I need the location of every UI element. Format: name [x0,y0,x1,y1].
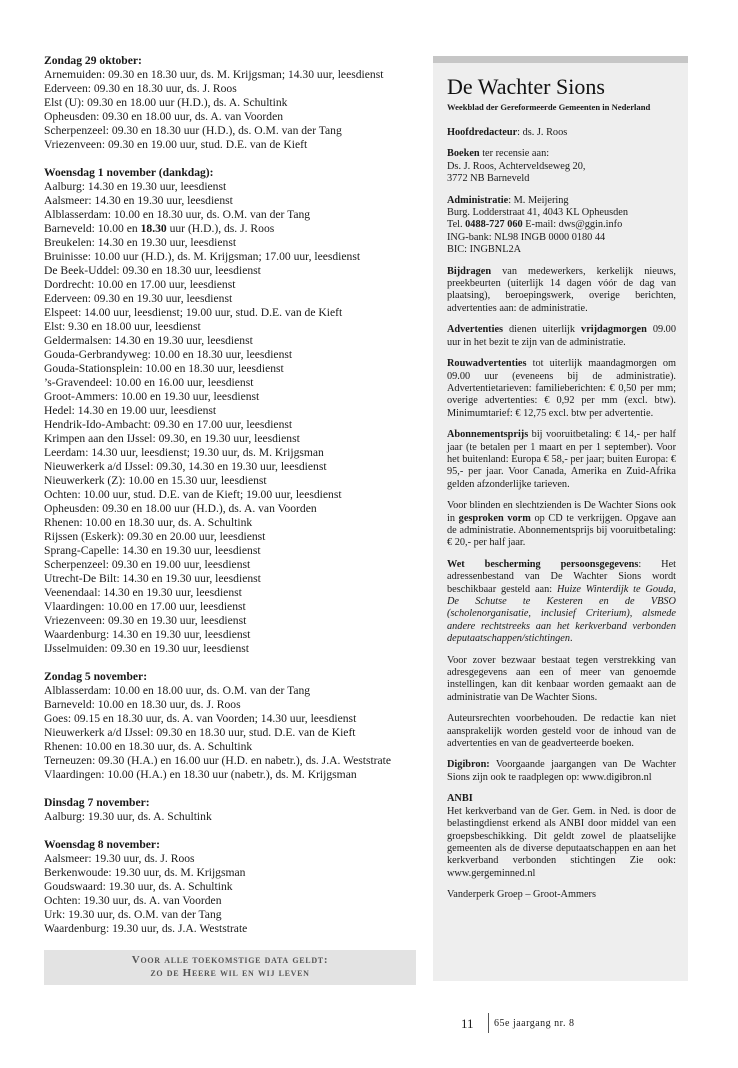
service-entry [44,754,416,768]
service-entry [44,866,416,880]
service-entry [44,264,416,278]
colophon-paragraph [447,266,676,316]
service-entry-segment: Berkenwoude: 19.30 uur, ds. M. Krijgsman [44,866,246,879]
colophon-line-segment: Auteursrechten voorbehouden. De redactie kan niet aansprakelijk worden gesteld voor de inhoud van de advertenties en van de geadverteerde boeken. [447,713,676,750]
colophon-line [447,232,676,244]
service-entry [44,698,416,712]
colophon-line [447,793,676,805]
magazine-title: De Wachter Sions [447,74,605,99]
service-entry-segment: Waardenburg: 14.30 en 19.30 uur, leesdienst [44,628,251,641]
service-entry [44,880,416,894]
colophon-paragraph [447,793,676,880]
closing-note-line-1: Voor alle toekomstige data geldt: [131,954,329,966]
service-entry [44,432,416,446]
service-entry-segment: Ochten: 10.00 uur, stud. D.E. van de Kieft; 19.00 uur, leesdienst [44,488,342,501]
service-entry [44,348,416,362]
service-entry-segment: Breukelen: 14.30 en 19.30 uur, leesdienst [44,236,237,249]
colophon-paragraph [447,759,676,784]
colophon-line-segment: Advertenties [447,324,504,336]
service-entry-segment: Hendrik-Ido-Ambacht: 09.30 en 17.00 uur, leesdienst [44,418,293,431]
service-entry [44,68,416,82]
service-entry-segment: Barneveld: 10.00 en 18.30 uur, ds. J. Roos [44,698,241,711]
service-entry [44,726,416,740]
colophon-line [447,148,676,160]
service-entry [44,460,416,474]
service-entry-segment: Aalburg: 14.30 en 19.30 uur, leesdienst [44,180,227,193]
service-entry [44,278,416,292]
service-entry [44,390,416,404]
service-entry-segment: Terneuzen: 09.30 (H.A.) en 16.00 uur (H.D. en nabetr.), ds. J.A. Weststrate [44,754,392,767]
service-entry [44,712,416,726]
service-day-title: Woensdag 8 november: [44,838,160,851]
service-entry [44,810,416,824]
service-entry-segment: Groot-Ammers: 10.00 en 19.30 uur, leesdienst [44,390,260,403]
colophon-line [447,559,676,646]
service-entry-segment: uur (H.D.), ds. J. Roos [166,222,275,235]
colophon-line [447,244,676,256]
colophon-paragraph [447,148,676,185]
service-entry [44,110,416,124]
colophon-paragraph [447,500,676,550]
colophon-line [447,219,676,231]
colophon-line [447,324,676,349]
colophon-line-segment: Bijdragen [447,265,492,277]
colophon-line-segment: E-mail: dws@ggin.info [522,219,623,231]
service-entry [44,586,416,600]
service-entry-segment: Rhenen: 10.00 en 18.30 uur, ds. A. Schultink [44,516,253,529]
service-entry-segment: Opheusden: 09.30 en 18.00 uur, ds. A. van Voorden [44,110,284,123]
colophon-line-segment: Wet bescherming persoonsgegevens [447,558,639,570]
service-entry [44,684,416,698]
service-entry-segment: Hedel: 14.30 en 19.00 uur, leesdienst [44,404,217,417]
service-entry-segment: Goudswaard: 19.30 uur, ds. A. Schultink [44,880,233,893]
service-entry [44,488,416,502]
page-separator [488,1013,489,1033]
service-day-title: Woensdag 1 november (dankdag): [44,166,214,179]
closing-note-line-2: zo de Heere wil en wij leven [150,967,310,979]
colophon-line-segment: Ds. J. Roos, Achterveldseweg 20, [447,160,586,172]
service-day-section [44,670,416,782]
service-entry-segment: Aalsmeer: 19.30 uur, ds. J. Roos [44,852,195,865]
colophon-line [447,713,676,750]
service-entry-segment: Vlaardingen: 10.00 en 17.00 uur, leesdienst [44,600,246,613]
colophon-line-segment: BIC: INGBNL2A [447,244,522,256]
colophon-line [447,358,676,420]
service-entry-segment: Elst (U): 09.30 en 18.00 uur (H.D.), ds. A. Schultink [44,96,288,109]
service-day-title: Zondag 29 oktober: [44,54,142,67]
service-entry [44,908,416,922]
service-entry-segment: Arnemuiden: 09.30 en 18.30 uur, ds. M. Krijgsman; 14.30 uur, leesdienst [44,68,384,81]
colophon-paragraph [447,324,676,349]
service-entry [44,362,416,376]
magazine-subtitle: Weekblad der Gereformeerde Gemeenten in Nederland [447,102,651,112]
colophon-line-segment: Digibron: [447,759,490,771]
service-entry-segment: Ochten: 19.30 uur, ds. A. van Voorden [44,894,222,907]
colophon-line [447,161,676,173]
service-day-section [44,796,416,824]
colophon-line-segment: gesproken vorm [458,512,531,524]
colophon-paragraph [447,127,676,139]
colophon-paragraph [447,195,676,257]
service-entry-segment: Nieuwerkerk (Z): 10.00 en 15.30 uur, leesdienst [44,474,267,487]
service-entry-segment: Ederveen: 09.30 en 18.30 uur, ds. J. Roos [44,82,237,95]
service-entry-segment: Opheusden: 09.30 en 18.00 uur (H.D.), ds. A. van Voorden [44,502,317,515]
service-entry [44,138,416,152]
service-entry-segment: Waardenburg: 19.30 uur, ds. J.A. Weststrate [44,922,248,935]
colophon-line-segment: Administratie [447,194,509,206]
service-entry [44,222,416,236]
service-entry [44,82,416,96]
service-entry-segment: Nieuwerkerk a/d IJssel: 09.30 en 18.30 uur, stud. D.E. van de Kieft [44,726,356,739]
colophon-line-segment: Voor blinden en slechtzienden is De Wachter Sions ook in [447,500,676,524]
colophon-line [447,500,676,550]
colophon-line [447,266,676,316]
service-entry-segment: Utrecht-De Bilt: 14.30 en 19.30 uur, leesdienst [44,572,261,585]
service-day-section [44,54,416,152]
colophon-paragraph [447,358,676,420]
service-entry-segment: Dordrecht: 10.00 en 17.00 uur, leesdienst [44,278,236,291]
colophon-line-segment: Vanderperk Groep – Groot-Ammers [447,889,596,901]
service-entry [44,530,416,544]
colophon-line-segment: bij vooruitbetaling: € 14,- per half jaar (te betalen per 1 maart en per 1 september). Voor het buitenland: Europa € 58,- per jaar; buiten Europa: € 95,- per jaar. Voor Canada, Amerika en Zuid-Afrika gelden afzonderlijke tarieven. [447,429,676,490]
service-entry [44,628,416,642]
colophon-paragraph [447,713,676,750]
service-entry-segment: Gouda-Stationsplein: 10.00 en 18.30 uur, leesdienst [44,362,284,375]
service-entry-segment: Rijssen (Eskerk): 09.30 en 20.00 uur, leesdienst [44,530,266,543]
service-entry [44,320,416,334]
service-entry-segment: Bruinisse: 10.00 uur (H.D.), ds. M. Krijgsman; 17.00 uur, leesdienst [44,250,361,263]
colophon-line-segment: Abonnementsprijs [447,429,529,441]
colophon-line [447,195,676,207]
service-entry-segment: Goes: 09.15 en 18.30 uur, ds. A. van Voorden; 14.30 uur, leesdienst [44,712,357,725]
service-entry-segment: Alblasserdam: 10.00 en 18.30 uur, ds. O.M. van der Tang [44,208,311,221]
service-entry-segment: Urk: 19.30 uur, ds. O.M. van der Tang [44,908,222,921]
colophon-line-segment: op CD te verkrijgen. Opgave aan de administratie. Abonnementsprijs bij vooruitbetaling: € 20,- per half jaar. [447,512,676,549]
service-entry-segment: Aalburg: 19.30 uur, ds. A. Schultink [44,810,212,823]
service-day-title: Zondag 5 november: [44,670,148,683]
service-entry [44,404,416,418]
service-entry-segment: Sprang-Capelle: 14.30 en 19.30 uur, leesdienst [44,544,261,557]
colophon-line [447,759,676,784]
service-entry [44,208,416,222]
service-entry [44,922,416,936]
colophon-line-segment: Rouwadvertenties [447,358,527,370]
closing-note [44,950,416,985]
colophon-line-segment: Hoofdredacteur [447,127,518,138]
colophon-paragraph [447,429,676,491]
service-entry [44,250,416,264]
service-day-section [44,166,416,656]
service-entry [44,306,416,320]
colophon-top-bar [433,56,688,63]
colophon-line-segment: : Het adressenbestand van De Wachter Sions wordt beschikbaar gesteld aan: [447,558,676,595]
service-entry-segment: Leerdam: 14.30 uur, leesdienst; 19.30 uur, ds. M. Krijgsman [44,446,324,459]
service-entry-segment: Barneveld: 10.00 en [44,222,141,235]
service-entry-segment: Nieuwerkerk a/d IJssel: 09.30, 14.30 en 19.30 uur, leesdienst [44,460,327,473]
service-entry-segment: Krimpen aan den IJssel: 09.30, en 19.30 uur, leesdienst [44,432,300,445]
issue-info: 65e jaargang nr. 8 [494,1018,575,1029]
colophon-line [447,806,676,880]
service-schedule [44,54,416,985]
colophon-line-segment: Boeken [447,148,480,160]
service-entry [44,446,416,460]
service-entry [44,572,416,586]
service-entry-segment: Scherpenzeel: 09.30 en 18.30 uur (H.D.), ds. O.M. van der Tang [44,124,342,137]
service-day-title: Dinsdag 7 november: [44,796,150,809]
service-entry-segment: Alblasserdam: 10.00 en 18.00 uur, ds. O.M. van der Tang [44,684,311,697]
colophon-line-segment: van medewerkers, kerkelijk nieuws, preekbeurten (uiterlijk 14 dagen vóór de dag van plaatsing), beroepingswerk, overige berichten, advertenties aan: de administratie. [447,265,676,314]
colophon-line-segment: Huize Winterdijk te Gouda, De Schutse te Kesteren en de VBSO (scholenorganisatie, inclusief Criterium), alsmede andere rechtstreeks aan het kerkverband verbonden deputaatschappen/stichtingen [447,583,676,645]
colophon-line-segment: dienen uiterlijk [503,324,582,336]
service-entry [44,614,416,628]
service-entry-segment: Gouda-Gerbrandyweg: 10.00 en 18.30 uur, leesdienst [44,348,293,361]
service-entry [44,516,416,530]
colophon-line [447,429,676,491]
service-entry-segment: Geldermalsen: 14.30 en 19.30 uur, leesdienst [44,334,253,347]
service-entry-segment: Veenendaal: 14.30 en 19.30 uur, leesdienst [44,586,242,599]
service-entry [44,292,416,306]
service-entry-segment: IJsselmuiden: 09.30 en 19.30 uur, leesdienst [44,642,249,655]
colophon-line-segment: ter recensie aan: [479,148,550,160]
colophon-line-segment: Burg. Lodderstraat 41, 4043 KL Opheusden [447,207,629,219]
service-entry-segment: ’s-Gravendeel: 10.00 en 16.00 uur, leesdienst [44,376,254,389]
service-entry-segment: Rhenen: 10.00 en 18.30 uur, ds. A. Schultink [44,740,253,753]
colophon-paragraph [447,559,676,646]
colophon-line-segment: Voor zover bezwaar bestaat tegen verstrekking van adresgegevens aan een of meer van genoemde instellingen, kan dit kenbaar worden gemaakt aan de administratie van De Wachter Sions. [447,654,676,703]
service-entry-segment: Aalsmeer: 14.30 en 19.30 uur, leesdienst [44,194,233,207]
service-entry-segment: Elspeet: 14.00 uur, leesdienst; 19.00 uur, stud. D.E. van de Kieft [44,306,343,319]
colophon-line-segment: Tel. [447,219,466,231]
colophon-line-segment: : M. Meijering [508,194,569,206]
service-entry-segment: Scherpenzeel: 09.30 en 19.00 uur, leesdienst [44,558,251,571]
service-day-section [44,838,416,936]
service-entry-segment: 18.30 [140,222,167,235]
service-entry [44,180,416,194]
service-entry [44,600,416,614]
service-entry [44,474,416,488]
service-entry [44,334,416,348]
colophon-line-segment: ING-bank: NL98 INGB 0000 0180 44 [447,231,606,243]
service-entry [44,852,416,866]
service-entry-segment: Vriezenveen: 09.30 en 19.00 uur, stud. D.E. van de Kieft [44,138,308,151]
service-entry [44,194,416,208]
service-entry-segment: Vriezenveen: 09.30 en 19.30 uur, leesdienst [44,614,247,627]
colophon-line-segment: tot uiterlijk maandagmorgen om 09.00 uur (eveneens bij de administratie). Advertentietarieven: familieberichten: € 0,50 per mm; overige advertenties: € 0,92 per mm (excl. btw). Minimumtarief: € 12,75 excl. btw per advertentie. [447,358,676,419]
colophon-line-segment: . [569,633,573,645]
colophon-line [447,207,676,219]
service-entry [44,502,416,516]
colophon-line-segment: 0488-727 060 [465,219,523,231]
service-entry-segment: De Beek-Uddel: 09.30 en 18.30 uur, leesdienst [44,264,261,277]
colophon-paragraph [447,889,676,901]
colophon-line-segment: : ds. J. Roos [517,127,568,138]
page-number: 11 [461,1016,474,1031]
colophon-line [447,173,676,185]
service-entry [44,642,416,656]
service-entry-segment: Ederveen: 09.30 en 19.30 uur, leesdienst [44,292,233,305]
service-entry-segment: Elst: 9.30 en 18.00 uur, leesdienst [44,320,201,333]
service-entry [44,96,416,110]
colophon-line-segment: 3772 NB Barneveld [447,173,530,185]
service-entry [44,740,416,754]
service-entry [44,418,416,432]
colophon-line [447,655,676,705]
service-entry [44,544,416,558]
colophon-line-segment: Het kerkverband van de Ger. Gem. in Ned. is door de belastingdienst erkend als ANBI door middel van een groepsbeschikking. Dit geldt zowel de plaatselijke gemeenten als de diverse deputaatschappen en aan het kerkverband verbonden stichtingen Zie ook: www.gergeminned.nl [447,805,676,879]
service-entry [44,236,416,250]
colophon-line-segment: Voorgaande jaargangen van De Wachter Sions zijn ook te raadplegen op: www.digibron.nl [447,759,676,783]
colophon [447,74,676,911]
colophon-line-segment: ANBI [447,793,473,805]
service-entry [44,376,416,390]
colophon-line [447,127,676,139]
colophon-line-segment: vrijdagmorgen [581,324,647,336]
colophon-paragraph [447,655,676,705]
service-entry [44,768,416,782]
service-entry-segment: Vlaardingen: 10.00 (H.A.) en 18.30 uur (nabetr.), ds. M. Krijgsman [44,768,357,781]
service-entry [44,894,416,908]
service-entry [44,124,416,138]
colophon-line [447,889,676,901]
colophon-line-segment: 09.00 uur in het bezit te zijn van de administratie. [447,324,676,348]
service-entry [44,558,416,572]
